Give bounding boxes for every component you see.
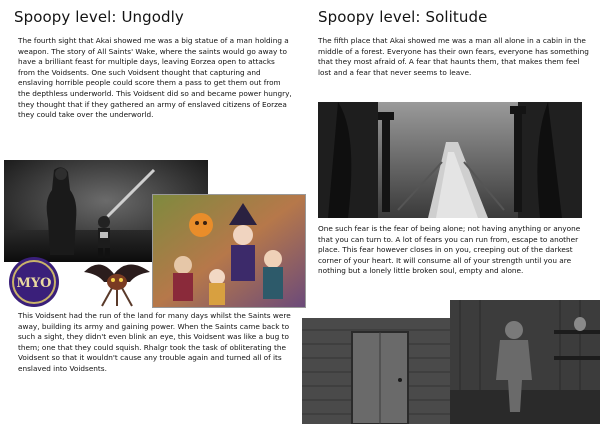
forest-path-screenshot [318, 102, 582, 218]
right-title: Spoopy level: Solitude [318, 8, 488, 26]
left-paragraph-1: The fourth sight that Akai showed me was a big statue of a man holding a weapon. The story of All Saints' Wake, where the saints would go away to have a brilliant feast for multiple days, leaving Eorzea open to attacks from the Voidsents. One such Voidsent thought that capturing and enslaving horrible people could score them a pass to get them out from the depthless underworld. This Voidsent did so and became power hungry, they thought that if they gathered an army of enslaved citizens of Eorzea they could take over the underworld. [18, 36, 292, 120]
left-paragraph-2: This Voidsent had the run of the land for many days whilst the Saints were away, building its army and gaining power. When the Saints came back to such a sight, they didn't even blink an eye, this Voidsent was like a bug to them; one that they could squish. Rhalgr took the task of obliterating the Voidsent so that it wouldn't cause any trouble again and turned all of its enslaved into Voidsents. [18, 311, 291, 373]
right-paragraph-2: One such fear is the fear of being alone; not having anything or anyone that you can turn to. A lot of fears you can run from, escape to another place. This fear however closes in on you, creeping out of the darkest corner of your heart. It will consume all of your strength until you are nothing but a lonely little broken soul, empty and alone. [318, 224, 581, 276]
cabin-door-screenshot [302, 318, 450, 424]
myo-logo [8, 256, 60, 308]
left-title: Spoopy level: Ungodly [14, 8, 184, 26]
halloween-artwork [152, 194, 306, 308]
right-paragraph-1: The fifth place that Akai showed me was a man all alone in a cabin in the middle of a forest. Everyone has their own fears, everyone has something that they most afraid of. A fear that haunts them, that makes them feel lost and a fear that never seems to leave. [318, 36, 589, 77]
voidsent-creature [80, 252, 154, 308]
myo-logo-text: MYO [16, 276, 52, 291]
lonely-man-screenshot [450, 300, 600, 424]
